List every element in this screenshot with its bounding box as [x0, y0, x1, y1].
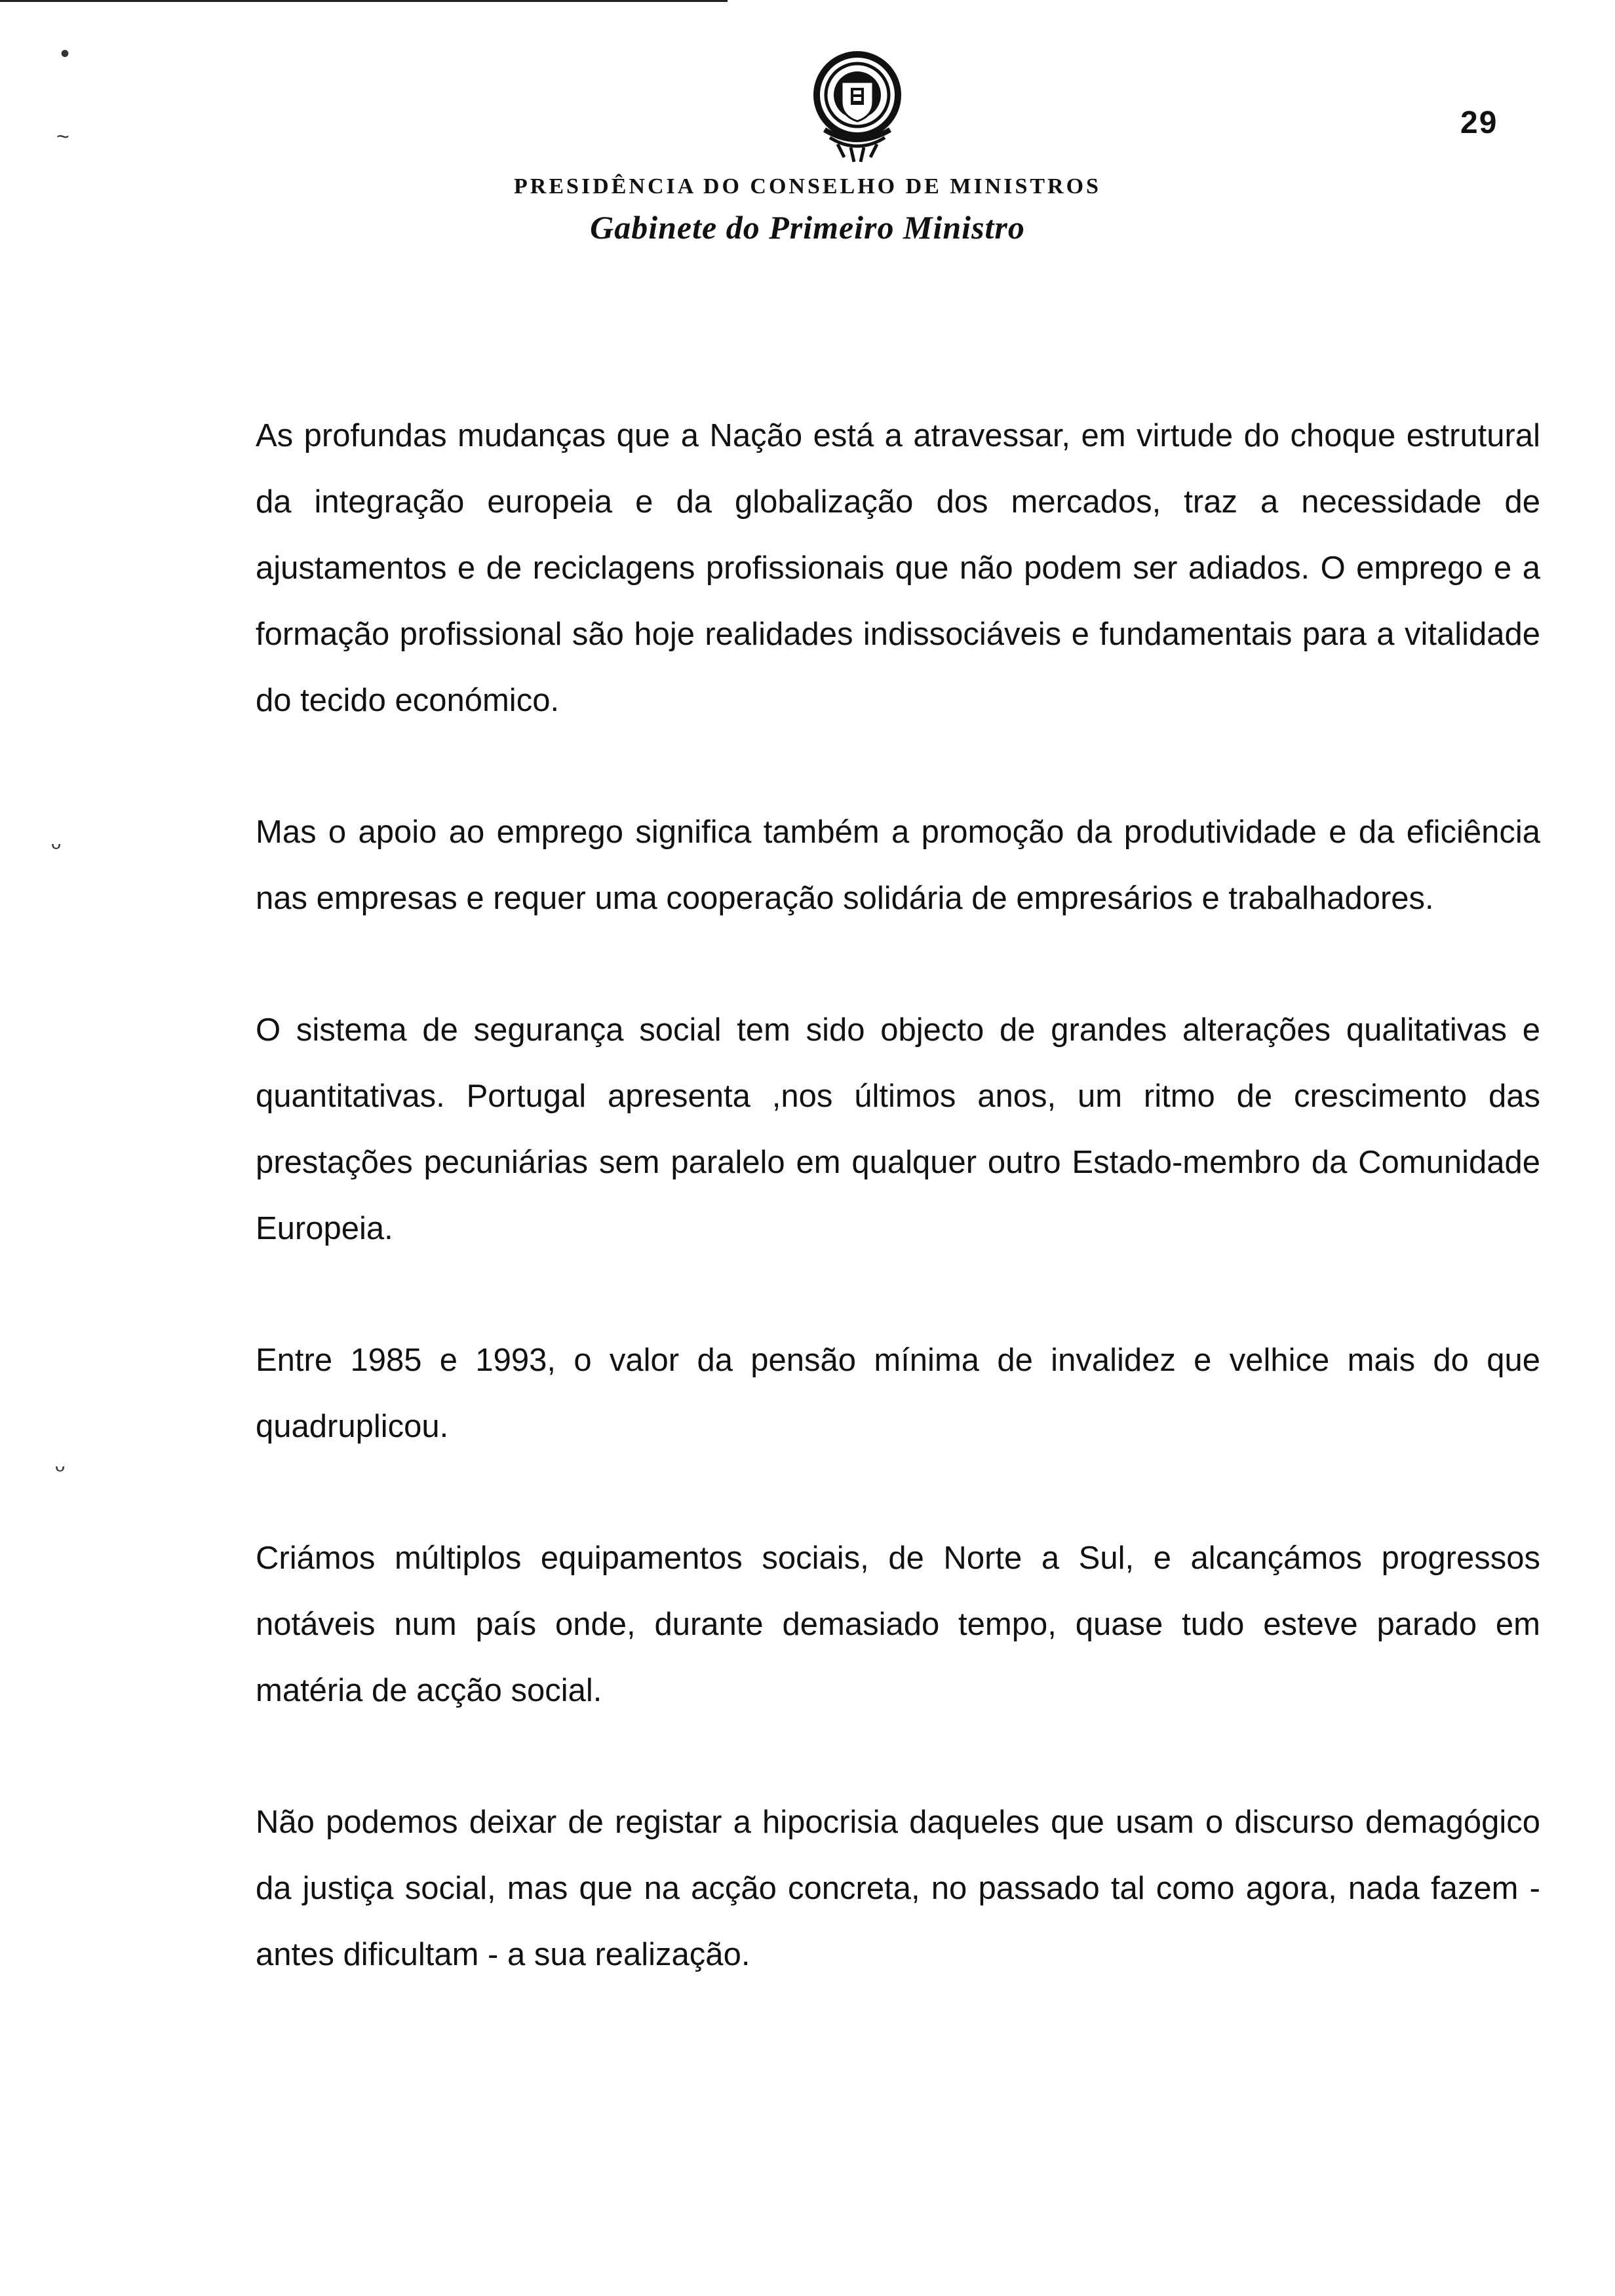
margin-tick-mark: ~ [56, 124, 69, 149]
coat-of-arms-icon [805, 46, 910, 167]
letterhead-title: PRESIDÊNCIA DO CONSELHO DE MINISTROS [514, 174, 1101, 199]
page-number: 29 [1460, 105, 1498, 140]
paragraph: Entre 1985 e 1993, o valor da pensão mínima de invalidez e velhice mais do que quadruplicou. [256, 1343, 1540, 1444]
document-body [256, 403, 1540, 2054]
paragraph: Não podemos deixar de registar a hipocrisia daqueles que usam o discurso demagógico da justiça social, mas que na acção concreta, no passado tal como agora, nada fazem - antes dificultam - a sua realização. [256, 1805, 1540, 1972]
paragraph: Criámos múltiplos equipamentos sociais, de Norte a Sul, e alcançámos progressos notáveis num país onde, durante demasiado tempo, quase tudo esteve parado em matéria de acção social. [256, 1540, 1540, 1708]
letterhead-subtitle: Gabinete do Primeiro Ministro [590, 209, 1025, 246]
paragraph: Mas o apoio ao emprego significa também a promoção da produtividade e da eficiência nas empresas e requer uma cooperação solidária de empresários e trabalhadores. [256, 814, 1540, 916]
paragraph: As profundas mudanças que a Nação está a atravessar, em virtude do choque estrutural da integração europeia e da globalização dos mercados, traz a necessidade de ajustamentos e de reciclagens profissionais que não podem ser adiados. O emprego e a formação profissional são hoje realidades indissociáveis e fundamentais para a vitalidade do tecido económico. [256, 418, 1540, 718]
scan-top-edge-line [0, 0, 728, 2]
margin-check-mark: ᵕ [55, 1455, 66, 1483]
paragraph: O sistema de segurança social tem sido objecto de grandes alterações qualitativas e quantitativas. Portugal apresenta ,nos últimos anos, um ritmo de crescimento das prestações pecuniárias sem paralelo em qualquer outro Estado-membro da Comunidade Europeia. [256, 1012, 1540, 1246]
margin-check-mark: ᵕ [51, 832, 62, 861]
margin-dot-mark: • [60, 39, 70, 68]
